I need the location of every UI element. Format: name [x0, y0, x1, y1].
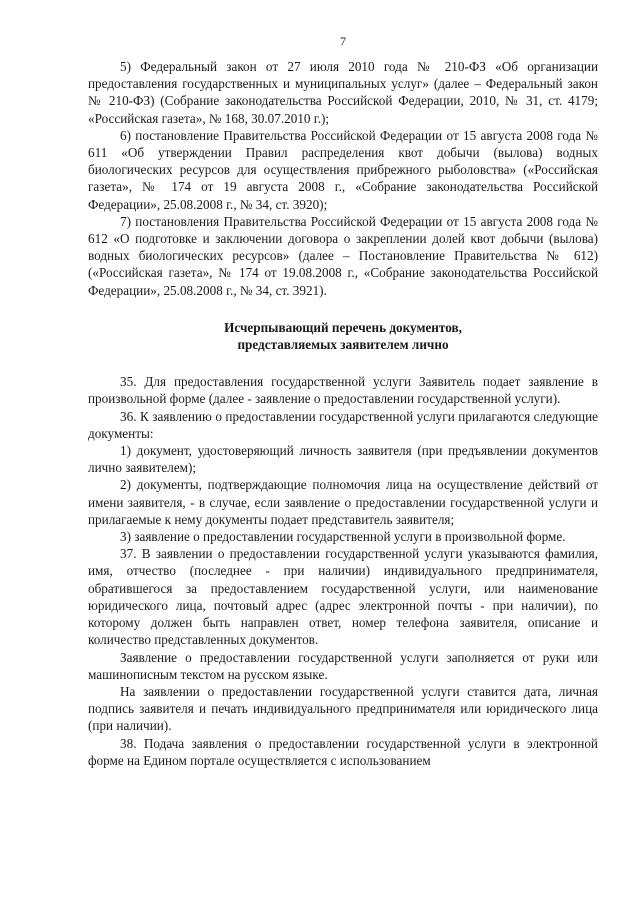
paragraph-36-item-2: 2) документы, подтверждающие полномочия лица на осуществление действий от имени заявителя, - в случае, если заявление о предоставлении государственной услуги и прилагаемые к нему документы подает представитель заявителя; [88, 477, 598, 527]
paragraph-35: 35. Для предоставления государственной услуги Заявитель подает заявление в произвольной форме (далее - заявление о предоставлении государственной услуги). [88, 374, 598, 407]
paragraph-37: 37. В заявлении о предоставлении государственной услуги указываются фамилия, имя, отчество (последнее - при наличии) индивидуального предпринимателя, обратившегося за предоставлением государственной услуги, или наименование юридического лица, почтовый адрес (адрес электронной почты - при наличии), по которому должен быть направлен ответ, номер телефона заявителя, описание и количество представленных документов. [88, 546, 598, 648]
page-number: 7 [340, 34, 346, 48]
paragraph-38: 38. Подача заявления о предоставлении государственной услуги в электронной форме на Едином портале осуществляется с использованием [88, 735, 598, 768]
paragraph-36-item-3: 3) заявление о предоставлении государственной услуги в произвольной форме. [120, 529, 566, 545]
paragraph-resolution-612: 7) постановления Правительства Российской Федерации от 15 августа 2008 года № 612 «О подготовке и заключении договора о закреплении долей квот добычи (вылова) водных биологических ресурсов» (далее – Постановление Правительства № 612) («Российская газета», № 174 от 19.08.2008 г., «Собрание законодательства Российской Федерации», 25.08.2008 г., № 34, ст. 3921). [88, 213, 598, 298]
paragraph-37-filling: Заявление о предоставлении государственной услуги заполняется от руки или машинописным текстом на русском языке. [88, 649, 598, 682]
section-heading [88, 319, 598, 353]
document-body [88, 58, 598, 769]
paragraph-law-210fz: 5) Федеральный закон от 27 июля 2010 года № 210-ФЗ «Об организации предоставления государственных и муниципальных услуг» (далее – Федеральный закон № 210-ФЗ) (Собрание законодательства Российской Федерации, 2010, № 31, ст. 4179; «Российская газета», № 168, 30.07.2010 г.); [88, 59, 598, 126]
section-heading-line-2: представляемых заявителем лично [237, 337, 449, 353]
paragraph-resolution-611: 6) постановление Правительства Российской Федерации от 15 августа 2008 года № 611 «Об утверждении Правил распределения квот добычи (вылова) водных биологических ресурсов для осуществления прибрежного рыболовства» («Российская газета», № 174 от 19 августа 2008 г., «Собрание законодательства Российской Федерации», 25.08.2008 г., № 34, ст. 3920); [88, 127, 598, 212]
section-heading-line-1: Исчерпывающий перечень документов, [224, 319, 462, 335]
paragraph-36-item-1: 1) документ, удостоверяющий личность заявителя (при предъявлении документов лично заявителем); [88, 443, 598, 476]
paragraph-37-signature: На заявлении о предоставлении государственной услуги ставится дата, личная подпись заявителя и печать индивидуального предпринимателя или юридического лица (при наличии). [88, 683, 598, 734]
paragraph-36: 36. К заявлению о предоставлении государственной услуги прилагаются следующие документы: [88, 408, 598, 441]
